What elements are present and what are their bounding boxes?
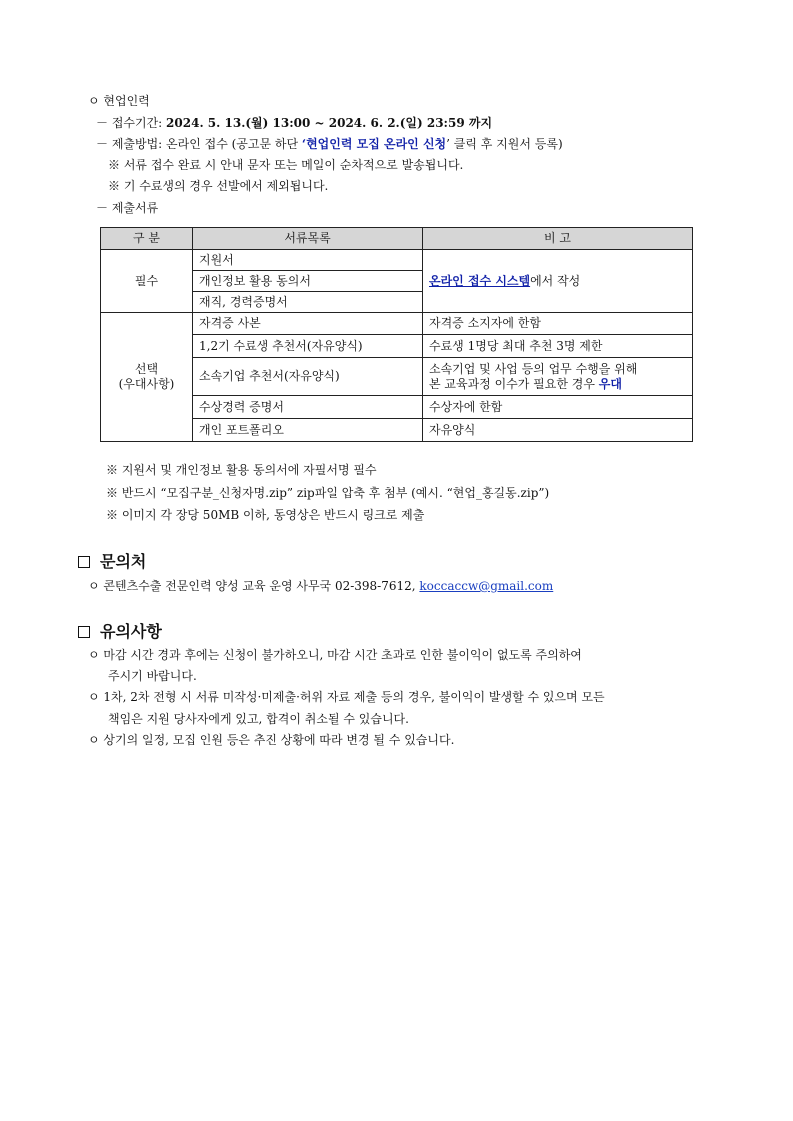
- caution-item: ㅇ 마감 시간 경과 후에는 신청이 불가하오니, 마감 시간 초과로 인한 불이익이 없도록 주의하여: [88, 648, 582, 662]
- doc-item: 재직, 경력증명서: [193, 292, 423, 313]
- required-remark: [423, 250, 693, 313]
- caution-item-cont: 주시기 바랍니다.: [108, 669, 197, 683]
- remark-suffix: 에서 작성: [530, 273, 581, 288]
- doc-item: 지원서: [193, 250, 423, 271]
- doc-remark: 수상자에 한함: [423, 396, 693, 419]
- cautions-section-title: [78, 622, 162, 642]
- note-signature: ※ 지원서 및 개인정보 활용 동의서에 자필서명 필수: [106, 463, 377, 477]
- header-category: 구 분: [101, 228, 193, 250]
- table-header-row: [101, 228, 693, 250]
- contact-email-link[interactable]: koccaccw@gmail.com: [419, 579, 554, 593]
- method-suffix: ’ 클릭 후 지원서 등록): [446, 137, 563, 151]
- doc-item: 소속기업 추천서(자유양식): [193, 358, 423, 396]
- method-prefix: － 제출방법: 온라인 접수 (공고문 하단: [96, 137, 302, 151]
- doc-item: 자격증 사본: [193, 313, 423, 335]
- header-remarks: 비 고: [423, 228, 693, 250]
- section-heading: ㅇ 현업인력: [88, 94, 150, 108]
- doc-remark: 자격증 소지자에 한함: [423, 313, 693, 335]
- doc-remark: 자유양식: [423, 419, 693, 442]
- application-period: [96, 115, 492, 131]
- table-row: [101, 250, 693, 271]
- header-documents: 서류목록: [193, 228, 423, 250]
- remark-line: 소속기업 및 사업 등의 업무 수행을 위해: [429, 361, 638, 376]
- cautions-title: 유의사항: [100, 622, 162, 641]
- caution-item: ㅇ 상기의 일정, 모집 인원 등은 추진 상황에 따라 변경 될 수 있습니다.: [88, 733, 455, 747]
- category-optional: [101, 313, 193, 442]
- contact-section-title: [78, 552, 146, 572]
- remark-line: 본 교육과정 이수가 필요한 경우: [429, 376, 599, 391]
- optional-sublabel: (우대사항): [118, 377, 175, 391]
- doc-item: 1,2기 수료생 추천서(자유양식): [193, 335, 423, 358]
- note-zip: ※ 반드시 “모집구분_신청자명.zip” zip파일 압축 후 첨부 (예시. “현업_홍길동.zip”): [106, 486, 550, 500]
- optional-label: 선택: [134, 362, 159, 376]
- caution-item: ㅇ 1차, 2차 전형 시 서류 미작성·미제출·허위 자료 제출 등의 경우, 불이익이 발생할 수 있으며 모든: [88, 690, 605, 704]
- contact-line: [88, 578, 553, 594]
- online-system-link[interactable]: 온라인 접수 시스템: [429, 273, 531, 288]
- period-label: － 접수기간:: [96, 116, 167, 130]
- note-notification: ※ 서류 접수 완료 시 안내 문자 또는 메일이 순차적으로 발송됩니다.: [108, 158, 464, 172]
- documents-table: [100, 227, 693, 442]
- doc-remark: [423, 358, 693, 396]
- note-file-size: ※ 이미지 각 장당 50MB 이하, 동영상은 반드시 링크로 제출: [106, 508, 425, 522]
- checkbox-square-icon: [78, 626, 90, 638]
- doc-remark: 수료생 1명당 최대 추천 3명 제한: [423, 335, 693, 358]
- contact-title: 문의처: [100, 552, 147, 571]
- period-value: 2024. 5. 13.(월) 13:00 ~ 2024. 6. 2.(일) 23:59 까지: [166, 116, 493, 130]
- online-application-link[interactable]: ‘현업인력 모집 온라인 신청: [301, 137, 447, 151]
- preference-emphasis: 우대: [598, 376, 622, 391]
- doc-item: 개인 포트폴리오: [193, 419, 423, 442]
- category-required: 필수: [101, 250, 193, 313]
- contact-text: ㅇ 콘텐츠수출 전문인력 양성 교육 운영 사무국 02-398-7612,: [88, 579, 420, 593]
- caution-item-cont: 책임은 지원 당사자에게 있고, 합격이 취소될 수 있습니다.: [108, 712, 409, 726]
- table-row: [101, 313, 693, 335]
- note-exclusion: ※ 기 수료생의 경우 선발에서 제외됩니다.: [108, 179, 329, 193]
- doc-item: 개인정보 활용 동의서: [193, 271, 423, 292]
- documents-label: － 제출서류: [96, 201, 159, 215]
- submission-method: [96, 136, 563, 152]
- doc-item: 수상경력 증명서: [193, 396, 423, 419]
- checkbox-square-icon: [78, 556, 90, 568]
